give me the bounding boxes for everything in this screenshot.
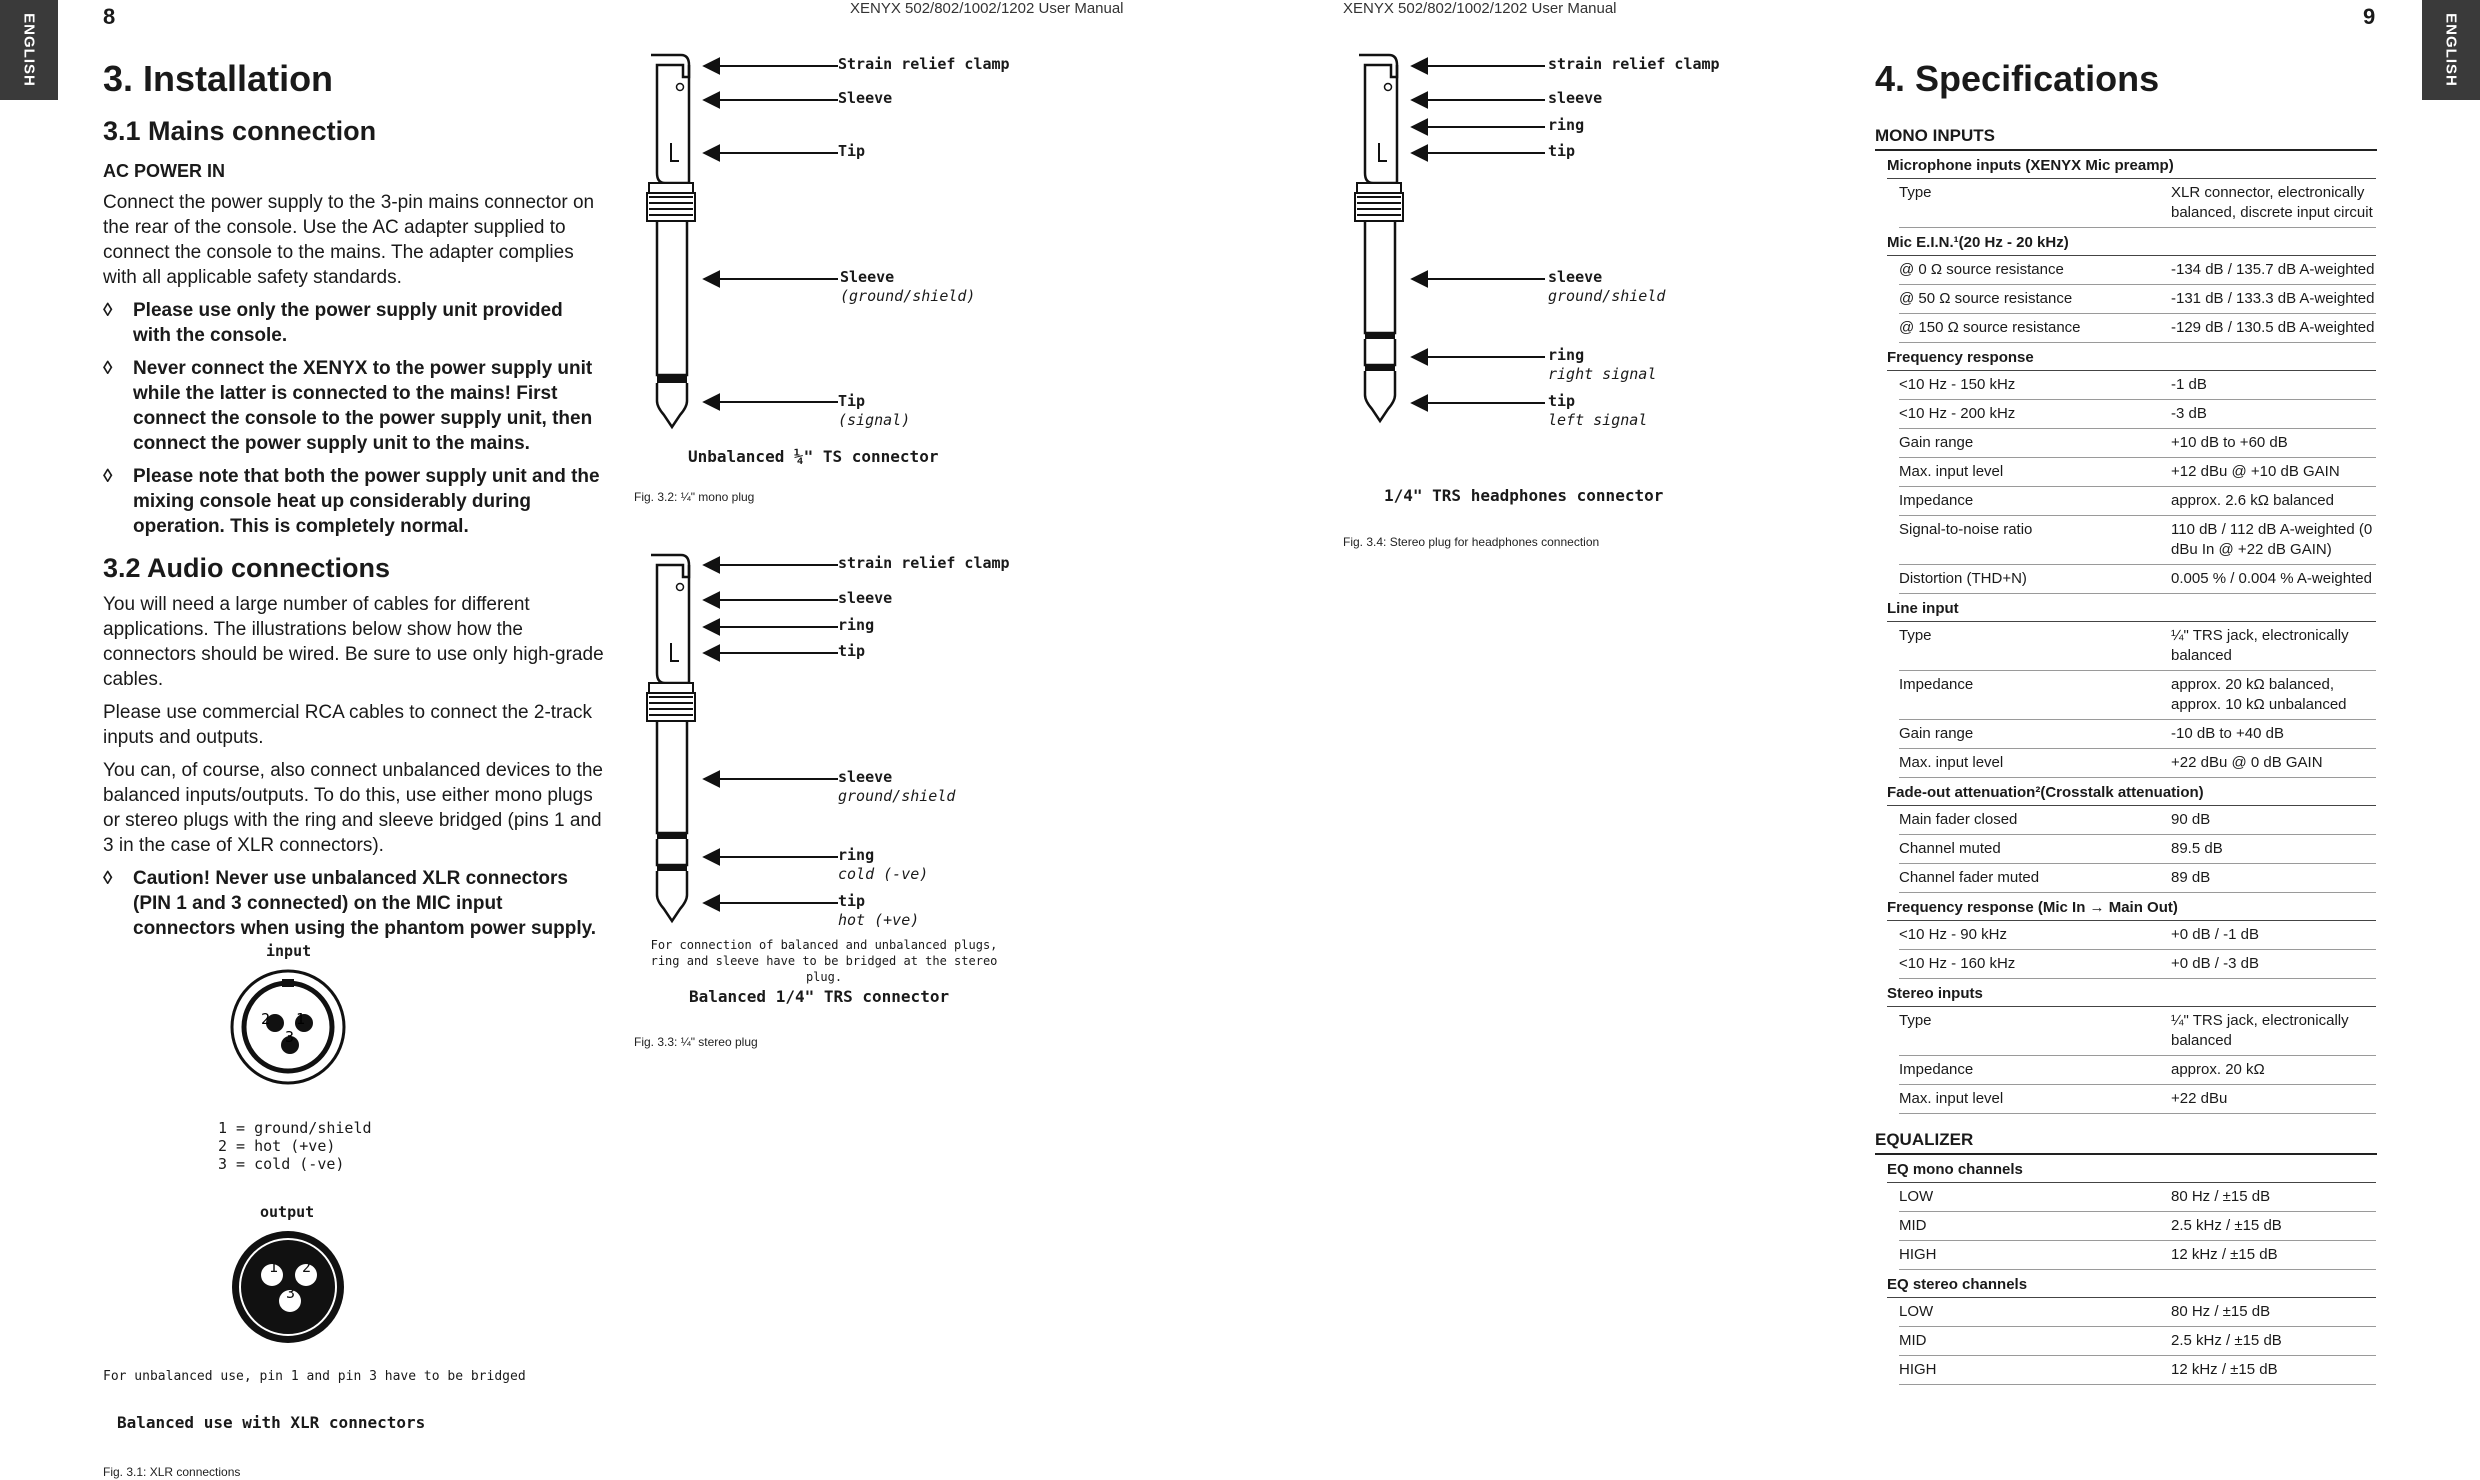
headphones-label-arrows bbox=[1412, 66, 1545, 403]
spec-value: 12 kHz / ±15 dB bbox=[2171, 1361, 2278, 1378]
spec-key: <10 Hz - 200 kHz bbox=[1899, 405, 2016, 422]
spec-key: MID bbox=[1899, 1332, 1927, 1349]
spec-key: @ 0 Ω source resistance bbox=[1899, 261, 2064, 278]
spec-row bbox=[1899, 1056, 2376, 1085]
spec-key: <10 Hz - 150 kHz bbox=[1899, 376, 2016, 393]
specifications-title: 4. Specifications bbox=[1875, 58, 2160, 99]
hp-label-sleeve-ground: sleeve bbox=[1548, 268, 1603, 286]
hp-label-strain-relief: strain relief clamp bbox=[1548, 55, 1720, 73]
spec-value: +0 dB / -1 dB bbox=[2171, 926, 2259, 943]
spec-value: +0 dB / -3 dB bbox=[2171, 955, 2259, 972]
legend-line: 1 = ground/shield bbox=[218, 1119, 372, 1137]
spec-row bbox=[1899, 1007, 2376, 1056]
spec-key: Impedance bbox=[1899, 676, 1974, 693]
spec-row bbox=[1899, 179, 2376, 228]
warning-diamond-icon: ◊ bbox=[103, 300, 113, 321]
spec-row bbox=[1899, 671, 2376, 720]
spec-value: -1 dB bbox=[2171, 376, 2207, 393]
spec-group-heading: Frequency response (Mic In → Main Out) bbox=[1887, 895, 2376, 921]
trs-figure-caption: Fig. 3.3: ¼" stereo plug bbox=[634, 1035, 758, 1049]
spec-key: Main fader closed bbox=[1899, 811, 2018, 828]
spec-key: Max. input level bbox=[1899, 1090, 2004, 1107]
legend-line: 3 = cold (-ve) bbox=[218, 1155, 345, 1173]
spec-row bbox=[1899, 314, 2376, 343]
xlr-pin-number: 3 bbox=[285, 1028, 295, 1046]
headphones-plug-drawing bbox=[1355, 55, 1403, 421]
trs-sublabel-cold: cold (-ve) bbox=[838, 865, 929, 883]
spec-key: Distortion (THD+N) bbox=[1899, 570, 2027, 587]
spec-key: Type bbox=[1899, 184, 1932, 201]
ts-label-sleeve: Sleeve bbox=[838, 89, 893, 107]
spec-value: -134 dB / 135.7 dB A-weighted bbox=[2171, 261, 2375, 278]
spec-key: Type bbox=[1899, 1012, 1932, 1029]
ts-sublabel-signal: (signal) bbox=[838, 411, 911, 429]
spec-group-heading: EQ mono channels bbox=[1887, 1157, 2376, 1183]
spec-row bbox=[1899, 516, 2376, 565]
trs-figure-title: Balanced 1/4" TRS connector bbox=[689, 987, 950, 1006]
spec-value: 2.5 kHz / ±15 dB bbox=[2171, 1217, 2282, 1234]
trs-label-arrows bbox=[704, 565, 838, 903]
ts-figure-title: Unbalanced ¼" TS connector bbox=[688, 447, 939, 466]
specifications-table bbox=[1875, 118, 2480, 1385]
legend-line: 2 = hot (+ve) bbox=[218, 1137, 336, 1155]
spec-group-heading: Stereo inputs bbox=[1887, 981, 2376, 1007]
xlr-bridge-note: For unbalanced use, pin 1 and pin 3 have to be bridged bbox=[103, 1369, 526, 1384]
spec-row bbox=[1899, 864, 2376, 893]
audio-paragraph: You will need a large number of cables for different applications. The illustrations below show how the connectors should be wired. Be sure to use only high-grade cables. bbox=[103, 594, 604, 690]
spec-row bbox=[1899, 256, 2376, 285]
spec-value: 80 Hz / ±15 dB bbox=[2171, 1303, 2271, 1320]
xlr-pin-number: 2 bbox=[302, 1258, 312, 1276]
warning-text: Please use only the power supply unit provided with the console. bbox=[133, 300, 563, 346]
spec-section-heading: EQUALIZER bbox=[1875, 1126, 2377, 1155]
spec-row bbox=[1899, 1241, 2376, 1270]
spec-value: approx. 2.6 kΩ balanced bbox=[2171, 492, 2334, 509]
trs-label-strain-relief: strain relief clamp bbox=[838, 554, 1010, 572]
spec-row bbox=[1899, 720, 2376, 749]
warning-diamond-icon: ◊ bbox=[103, 466, 113, 487]
caution-text: Caution! Never use unbalanced XLR connectors (PIN 1 and 3 connected) on the MIC input connectors when using the phantom power supply. bbox=[133, 868, 597, 939]
xlr-pin-number: 1 bbox=[269, 1258, 279, 1276]
xlr-figure-caption: Fig. 3.1: XLR connections bbox=[103, 1465, 241, 1479]
spec-row bbox=[1899, 1298, 2376, 1327]
spec-value: approx. 20 kΩ bbox=[2171, 1061, 2265, 1078]
spec-key: @ 150 Ω source resistance bbox=[1899, 319, 2081, 336]
spec-group-heading: Frequency response bbox=[1887, 345, 2376, 371]
audio-paragraph: Please use commercial RCA cables to connect the 2-track inputs and outputs. bbox=[103, 702, 592, 748]
audio-paragraph: You can, of course, also connect unbalanced devices to the balanced inputs/outputs. To do this, use either mono plugs or stereo plugs with the ring and sleeve bridged (pins 1 and 3 in the case of XLR connectors). bbox=[103, 760, 603, 856]
running-header-right: XENYX 502/802/1002/1202 User Manual bbox=[1343, 0, 1617, 17]
hp-figure-caption: Fig. 3.4: Stereo plug for headphones connection bbox=[1343, 535, 1600, 549]
spec-row bbox=[1899, 1356, 2376, 1385]
spec-group-heading: Mic E.I.N.¹(20 Hz - 20 kHz) bbox=[1887, 230, 2376, 256]
spec-row bbox=[1899, 458, 2376, 487]
trs-label-sleeve-ground: sleeve bbox=[838, 768, 893, 786]
spec-value: -10 dB to +40 dB bbox=[2171, 725, 2284, 742]
hp-label-sleeve: sleeve bbox=[1548, 89, 1603, 107]
hp-label-ring-right: ring bbox=[1548, 346, 1585, 364]
xlr-pin-number: 3 bbox=[286, 1284, 296, 1302]
spec-key: <10 Hz - 160 kHz bbox=[1899, 955, 2016, 972]
trs-bridge-note bbox=[634, 937, 1014, 985]
trs-label-tip: tip bbox=[838, 642, 866, 660]
spec-row bbox=[1899, 1212, 2376, 1241]
ts-plug-drawing bbox=[647, 55, 695, 427]
xlr-input-label: input bbox=[266, 942, 312, 960]
spec-value: 89.5 dB bbox=[2171, 840, 2223, 857]
spec-value: 110 dB / 112 dB A-weighted (0 dBu In @ +22 dB GAIN) bbox=[2171, 521, 2373, 558]
warning-diamond-icon: ◊ bbox=[103, 868, 113, 889]
spec-group-heading: Fade-out attenuation²(Crosstalk attenuation) bbox=[1887, 780, 2376, 806]
spec-value: ¼" TRS jack, electronically balanced bbox=[2171, 627, 2349, 664]
audio-connections-heading: 3.2 Audio connections bbox=[103, 553, 391, 583]
hp-sublabel-ground: ground/shield bbox=[1548, 287, 1666, 305]
spec-value: -3 dB bbox=[2171, 405, 2207, 422]
spec-row bbox=[1899, 835, 2376, 864]
spec-row bbox=[1899, 429, 2376, 458]
hp-label-ring: ring bbox=[1548, 116, 1585, 134]
spec-key: LOW bbox=[1899, 1188, 1934, 1205]
spec-value: +12 dBu @ +10 dB GAIN bbox=[2171, 463, 2340, 480]
spec-key: @ 50 Ω source resistance bbox=[1899, 290, 2073, 307]
spec-group-heading: Line input bbox=[1887, 596, 2376, 622]
spec-key: Channel fader muted bbox=[1899, 869, 2040, 886]
ts-sublabel-ground: (ground/shield) bbox=[840, 287, 976, 305]
warning-text: Please note that both the power supply unit and the mixing console heat up considerably during operation. This is completely normal. bbox=[133, 466, 600, 537]
xlr-pin-number: 2 bbox=[261, 1010, 271, 1028]
language-tab-label: ENGLISH bbox=[20, 13, 38, 87]
spec-key: <10 Hz - 90 kHz bbox=[1899, 926, 2007, 943]
ts-figure-caption: Fig. 3.2: ¼" mono plug bbox=[634, 490, 755, 504]
spec-value: ¼" TRS jack, electronically balanced bbox=[2171, 1012, 2349, 1049]
xlr-output-label: output bbox=[260, 1203, 315, 1221]
spec-group-heading: EQ stereo channels bbox=[1887, 1272, 2376, 1298]
spec-key: Gain range bbox=[1899, 725, 1974, 742]
xlr-pin-number: 1 bbox=[296, 1010, 306, 1028]
spec-row bbox=[1899, 285, 2376, 314]
spec-value: +22 dBu bbox=[2171, 1090, 2228, 1107]
spec-value: -129 dB / 130.5 dB A-weighted bbox=[2171, 319, 2375, 336]
trs-label-ring: ring bbox=[838, 616, 875, 634]
spec-row bbox=[1899, 400, 2376, 429]
spec-key: Type bbox=[1899, 627, 1932, 644]
spec-key: LOW bbox=[1899, 1303, 1934, 1320]
spec-value: 89 dB bbox=[2171, 869, 2211, 886]
ac-power-heading: AC POWER IN bbox=[103, 161, 226, 181]
warning-text: Never connect the XENYX to the power supply unit while the latter is connected to the mains! First connect the console to the power supply unit, then connect the power supply unit to the mains. bbox=[133, 358, 593, 454]
spec-key: Gain range bbox=[1899, 434, 1974, 451]
ts-label-sleeve-ground: Sleeve bbox=[840, 268, 895, 286]
spec-key: Signal-to-noise ratio bbox=[1899, 521, 2033, 538]
spec-key: HIGH bbox=[1899, 1246, 1937, 1263]
left-page-number: 8 bbox=[103, 4, 116, 29]
spec-value: +10 dB to +60 dB bbox=[2171, 434, 2288, 451]
right-page-number: 9 bbox=[2363, 4, 2376, 29]
trs-label-sleeve: sleeve bbox=[838, 589, 893, 607]
spec-value: 2.5 kHz / ±15 dB bbox=[2171, 1332, 2282, 1349]
hp-figure-title: 1/4" TRS headphones connector bbox=[1384, 486, 1664, 505]
ts-label-arrows bbox=[704, 66, 838, 402]
spec-value: +22 dBu @ 0 dB GAIN bbox=[2171, 754, 2323, 771]
spec-group-heading: Microphone inputs (XENYX Mic preamp) bbox=[1887, 153, 2376, 179]
running-header-left: XENYX 502/802/1002/1202 User Manual bbox=[850, 0, 1124, 17]
spec-key: MID bbox=[1899, 1217, 1927, 1234]
trs-label-ring-cold: ring bbox=[838, 846, 875, 864]
spec-key: Impedance bbox=[1899, 1061, 1974, 1078]
spec-row bbox=[1899, 921, 2376, 950]
spec-value: 12 kHz / ±15 dB bbox=[2171, 1246, 2278, 1263]
installation-title: 3. Installation bbox=[103, 58, 334, 99]
spec-row bbox=[1899, 806, 2376, 835]
mains-connection-heading: 3.1 Mains connection bbox=[103, 116, 377, 146]
spec-key: Channel muted bbox=[1899, 840, 2001, 857]
ts-label-strain-relief: Strain relief clamp bbox=[838, 55, 1010, 73]
ts-label-tip-signal: Tip bbox=[838, 392, 866, 410]
note-line: ring and sleeve have to be bridged at the stereo plug. bbox=[650, 954, 998, 984]
trs-sublabel-hot: hot (+ve) bbox=[838, 911, 920, 929]
hp-sublabel-right: right signal bbox=[1548, 365, 1657, 383]
spec-value: 0.005 % / 0.004 % A-weighted bbox=[2171, 570, 2372, 587]
spec-row bbox=[1899, 1183, 2376, 1212]
spec-key: Max. input level bbox=[1899, 463, 2004, 480]
spec-row bbox=[1899, 371, 2376, 400]
ts-label-tip: Tip bbox=[838, 142, 866, 160]
language-tab-label: ENGLISH bbox=[2442, 13, 2460, 87]
spec-value: 80 Hz / ±15 dB bbox=[2171, 1188, 2271, 1205]
spec-row bbox=[1899, 565, 2376, 594]
spec-row bbox=[1899, 622, 2376, 671]
note-line: For connection of balanced and unbalanced plugs, bbox=[650, 938, 998, 952]
spec-row bbox=[1899, 487, 2376, 516]
trs-plug-drawing bbox=[647, 555, 695, 921]
xlr-figure-title: Balanced use with XLR connectors bbox=[117, 1413, 426, 1432]
spec-row bbox=[1899, 749, 2376, 778]
spec-row bbox=[1899, 1085, 2376, 1114]
spec-row bbox=[1899, 950, 2376, 979]
ac-power-text: Connect the power supply to the 3-pin mains connector on the rear of the console. Use the AC adapter supplied to connect the console to the mains. The adapter complies with all applicable safety standards. bbox=[103, 192, 595, 288]
spec-key: Max. input level bbox=[1899, 754, 2004, 771]
spec-section-heading: MONO INPUTS bbox=[1875, 122, 2377, 151]
warning-diamond-icon: ◊ bbox=[103, 358, 113, 379]
trs-label-tip-hot: tip bbox=[838, 892, 866, 910]
spec-value: 90 dB bbox=[2171, 811, 2211, 828]
spec-key: Impedance bbox=[1899, 492, 1974, 509]
spec-value: approx. 20 kΩ balanced, approx. 10 kΩ unbalanced bbox=[2171, 676, 2347, 713]
spec-key: HIGH bbox=[1899, 1361, 1937, 1378]
hp-label-tip: tip bbox=[1548, 142, 1576, 160]
spec-row bbox=[1899, 1327, 2376, 1356]
hp-label-tip-left: tip bbox=[1548, 392, 1576, 410]
spec-value: -131 dB / 133.3 dB A-weighted bbox=[2171, 290, 2375, 307]
trs-sublabel-ground: ground/shield bbox=[838, 787, 956, 805]
hp-sublabel-left: left signal bbox=[1548, 411, 1648, 429]
spec-value: XLR connector, electronically balanced, discrete input circuit bbox=[2171, 184, 2373, 221]
